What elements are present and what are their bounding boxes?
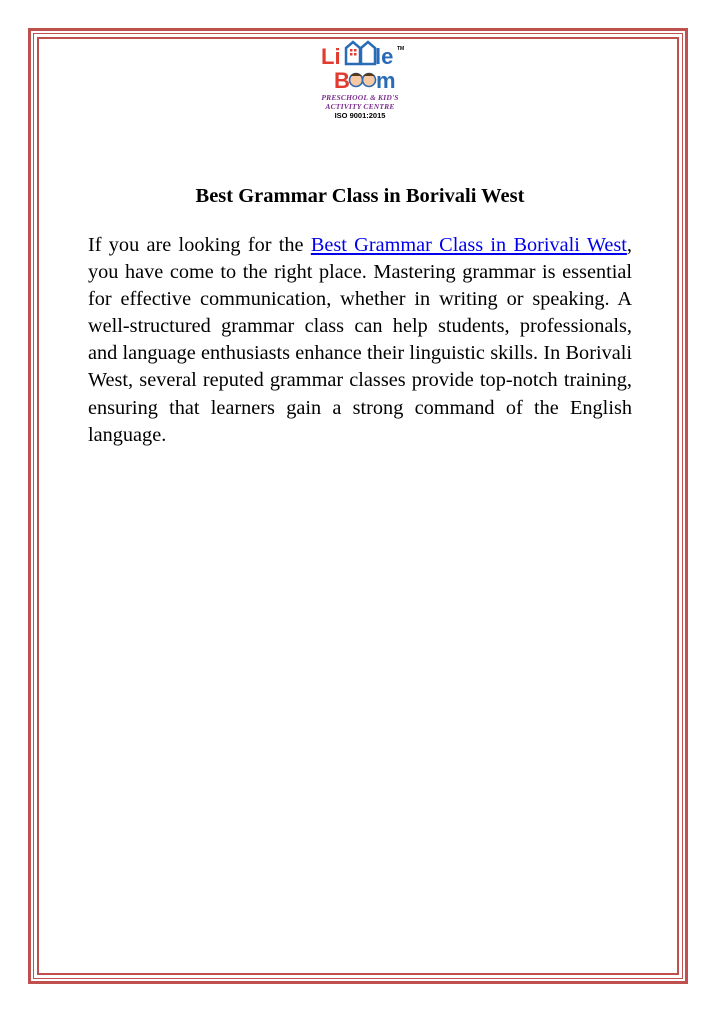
grammar-class-link[interactable]: Best Grammar Class in Borivali West [310, 234, 627, 256]
intro-text-before-link: If you are looking for the [88, 234, 311, 256]
logo-graphic [300, 40, 420, 94]
logo-iso-certification: ISO 9001:2015 [334, 111, 386, 120]
svg-text:le: le [375, 44, 394, 69]
svg-text:Li: Li [321, 44, 341, 69]
kid-faces-icon [350, 73, 376, 87]
logo-subtitle-line1: PRESCHOOL & KID'S [321, 93, 399, 102]
little-boom-logo [300, 40, 420, 122]
intro-paragraph [88, 232, 632, 449]
logo-subtitle-line2: ACTIVITY CENTRE [325, 102, 395, 111]
intro-text-after-link: , you have come to the right place. Mastering grammar is essential for effective communication, whether in writing or speaking. A well-structured grammar class can help students, professionals, and language enthusiasts enhance their linguistic skills. In Borivali West, several reputed grammar classes provide top-notch training, ensuring that learners gain a strong command of the English language. [88, 234, 632, 446]
svg-text:TM: TM [397, 46, 405, 52]
svg-text:m: m [376, 68, 396, 93]
page-border-inner [37, 37, 679, 975]
house-icon [346, 42, 375, 64]
document-title: Best Grammar Class in Borivali West [195, 185, 525, 207]
svg-text:B: B [334, 68, 350, 93]
